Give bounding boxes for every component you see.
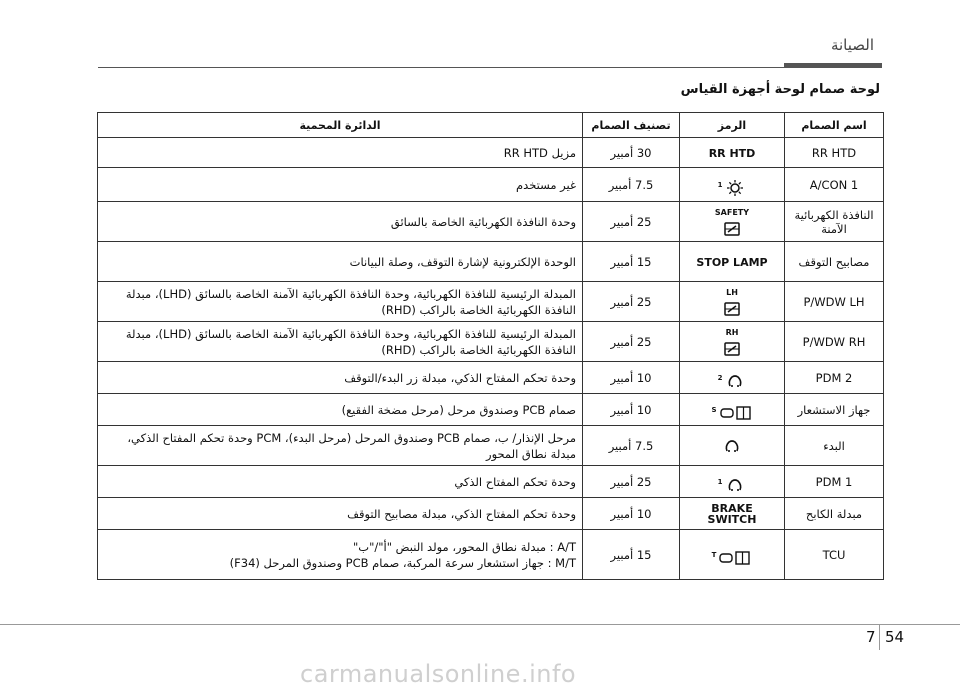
fuse-symbol [680,168,785,202]
table-row [98,168,884,202]
symbol-text: RH [725,327,739,337]
table-row [98,322,884,362]
footer-divider [879,624,880,650]
fuse-circuit: وحدة تحكم المفتاح الذكي، مبدلة زر البدء/التوقف [98,362,583,394]
fuse-symbol [680,466,785,498]
fuse-name-text: النافذة الكهربائية الآمنة [794,207,874,236]
fuse-circuit: مزيل RR HTD [98,138,583,168]
header-rating: تصنيف الصمام [583,113,680,138]
fuse-rating: 10 أمبير [583,394,680,426]
fuse-circuit: صمام PCB وصندوق مرحل (مرحل مضخة الفقيع) [98,394,583,426]
symbol-superscript: T [711,550,717,559]
chapter-title: الصيانة [830,36,874,54]
circuit-line: M/T : جهاز استشعار سرعة المركبة، صمام PCB وصندوق المرحل (F34) [229,555,576,570]
car-book-icon [718,549,752,567]
fuse-name-text: A/CON 1 [809,177,859,192]
car-book-icon [719,404,753,422]
window-switch-icon [721,300,743,318]
fuse-name [785,322,884,362]
circuit-line: A/T : مبدلة نطاق المحور، مولد النبض "أ"/"ب" [352,539,576,554]
fuse-rating: 7.5 أمبير [583,426,680,466]
fuse-circuit: وحدة تحكم المفتاح الذكي [98,466,583,498]
fuse-rating: 10 أمبير [583,362,680,394]
fuse-name-text: P/WDW RH [802,334,866,349]
fuse-name [785,138,884,168]
fuse-name-text: مبدلة الكابح [805,506,863,521]
header-rule [98,67,784,68]
fuse-circuit: وحدة تحكم المفتاح الذكي، مبدلة مصابيح التوقف [98,498,583,530]
table-row [98,202,884,242]
symbol-text: STOP LAMP [696,255,768,269]
table-row [98,498,884,530]
fuse-circuit: مرحل الإنذار/ ب، صمام PCB وصندوق المرحل (مرحل البدء)، PCM وحدة تحكم المفتاح الذكي، مبدلة نطاق المحور [98,426,583,466]
fuse-name [785,530,884,580]
fuse-symbol [680,394,785,426]
symbol-superscript: 2 [717,373,723,382]
fuse-name [785,202,884,242]
fuse-symbol [680,202,785,242]
header-rule-accent [784,63,882,68]
symbol-superscript: 1 [717,477,723,486]
symbol-text: RR HTD [708,146,756,160]
fuse-symbol [680,322,785,362]
table-row [98,466,884,498]
sun-icon [724,179,746,197]
fuse-symbol [680,530,785,580]
fuse-name-text: PDM 2 [815,370,853,385]
fuse-name [785,242,884,282]
fuse-name [785,362,884,394]
section-title: لوحة صمام لوحة أجهزة القياس [680,82,880,97]
fuse-circuit: الوحدة الإلكترونية لإشارة التوقف، وصلة البيانات [98,242,583,282]
fuse-rating: 7.5 أمبير [583,168,680,202]
window-switch-icon [721,340,743,358]
fuse-name [785,168,884,202]
fuse-name [785,394,884,426]
watermark: carmanualsonline.info [300,660,577,688]
fuse-symbol [680,362,785,394]
fuse-table [97,112,884,580]
table-row [98,242,884,282]
fuse-symbol [680,498,785,530]
symbol-text: BRAKE SWITCH [707,502,757,526]
fuse-symbol [680,242,785,282]
fuse-circuit [98,530,583,580]
fuse-name-text: P/WDW LH [803,294,865,309]
symbol-text: LH [726,287,738,297]
symbol-superscript: 1 [717,180,723,189]
fuse-rating: 15 أمبير [583,530,680,580]
page-number: 54 [885,628,905,646]
table-row [98,138,884,168]
fuse-symbol [680,426,785,466]
fuse-rating: 25 أمبير [583,202,680,242]
fuse-circuit: المبدلة الرئيسية للنافذة الكهربائية، وحدة النافذة الكهربائية الآمنة الخاصة بالسائق (LHD)، مبدلة النافذة الكهربائية الخاصة بالراكب (RHD) [98,282,583,322]
fuse-table-body [98,138,884,580]
fuse-name-text: RR HTD [811,145,857,160]
table-row [98,282,884,322]
footer-rule [0,624,960,625]
fuse-symbol [680,138,785,168]
fuse-rating: 25 أمبير [583,466,680,498]
key-ring-icon [724,476,746,494]
fuse-name-text: TCU [822,547,846,562]
table-header-row [98,113,884,138]
header-symbol: الرمز [680,113,785,138]
fuse-name [785,466,884,498]
fuse-name-text: مصابيح التوقف [798,254,870,269]
key-ring-icon [724,372,746,390]
fuse-circuit: وحدة النافذة الكهربائية الخاصة بالسائق [98,202,583,242]
fuse-name-text: جهاز الاستشعار [797,402,871,417]
fuse-rating: 25 أمبير [583,322,680,362]
fuse-symbol [680,282,785,322]
table-row [98,426,884,466]
table-row [98,530,884,580]
fuse-rating: 25 أمبير [583,282,680,322]
header-circuit: الدائرة المحمية [98,113,583,138]
table-row [98,394,884,426]
fuse-name [785,282,884,322]
window-switch-icon [721,220,743,238]
symbol-superscript: S [711,405,717,414]
fuse-name [785,498,884,530]
fuse-name-text: البدء [823,438,845,453]
header-fuse-name: اسم الصمام [785,113,884,138]
symbol-text: SAFETY [714,207,750,217]
fuse-circuit: غير مستخدم [98,168,583,202]
chapter-number: 7 [866,628,876,646]
fuse-rating: 15 أمبير [583,242,680,282]
fuse-name [785,426,884,466]
fuse-rating: 30 أمبير [583,138,680,168]
fuse-rating: 10 أمبير [583,498,680,530]
fuse-name-text: PDM 1 [815,474,853,489]
fuse-circuit: المبدلة الرئيسية للنافذة الكهربائية، وحدة النافذة الكهربائية الآمنة الخاصة بالسائق (LHD)، مبدلة النافذة الكهربائية الخاصة بالراكب (RHD) [98,322,583,362]
key-ring-icon [721,437,743,455]
table-row [98,362,884,394]
